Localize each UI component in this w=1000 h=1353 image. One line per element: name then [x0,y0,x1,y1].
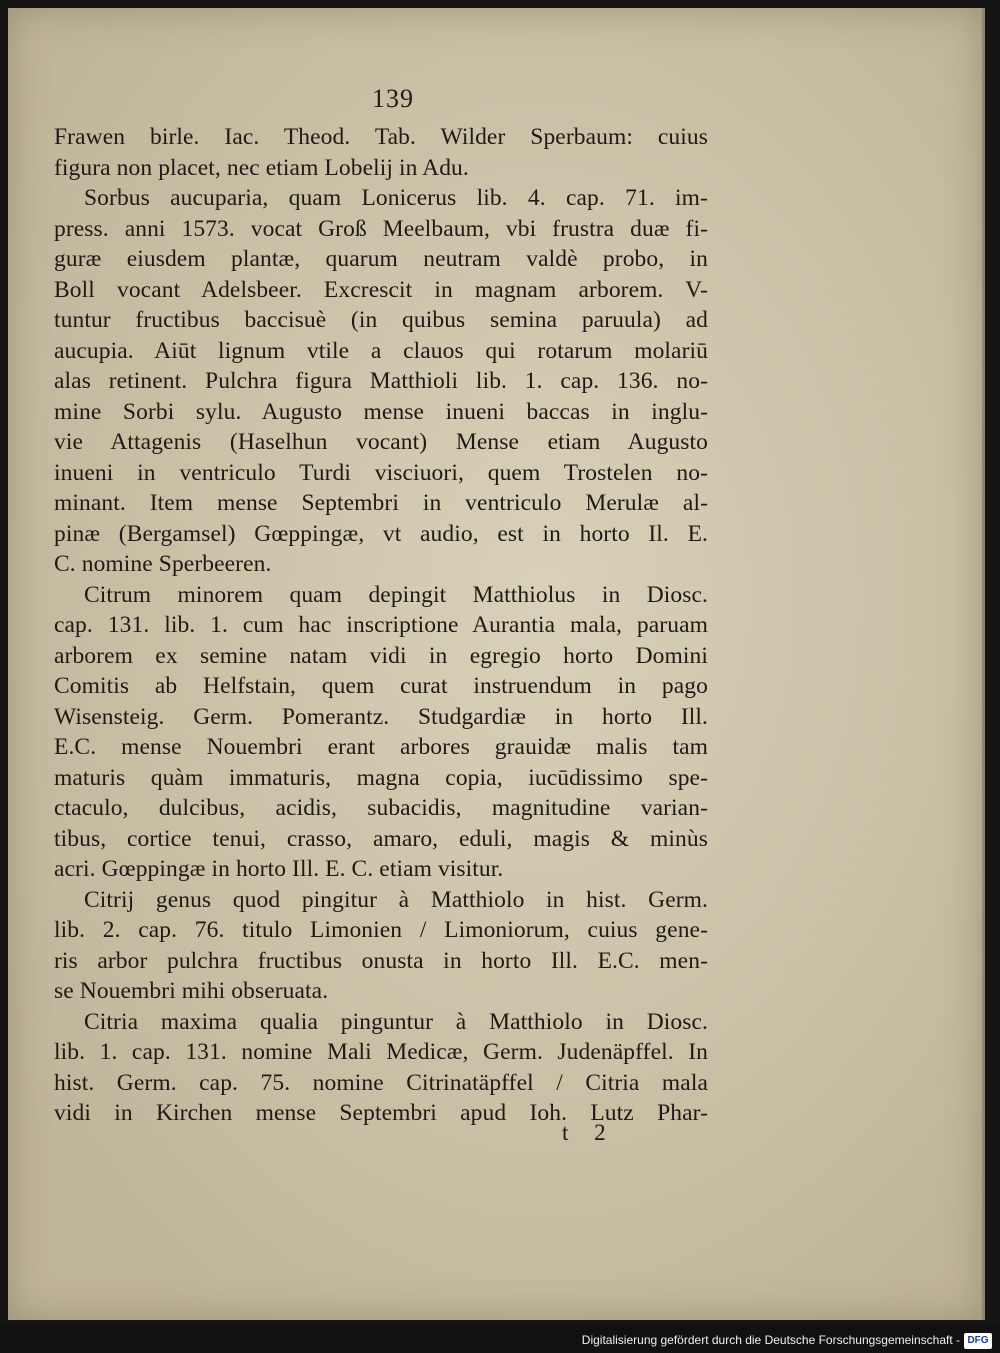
text-line: pinæ (Bergamsel) Gœppingæ, vt audio, est in horto Il. E. [54,520,708,547]
text-line: aucupia. Aiūt lignum vtile a clauos qui rotarum molariū [54,337,708,364]
text-line: alas retinent. Pulchra figura Matthioli lib. 1. cap. 136. no- [54,368,708,394]
text-line: Frawen birle. Iac. Theod. Tab. Wilder Sperbaum: cuius [54,124,708,150]
text-line: vidi in Kirchen mense Septembri apud Ioh. Lutz Phar- [54,1100,708,1126]
text-line: hist. Germ. cap. 75. nomine Citrinatäpffel / Citria mala [54,1069,708,1096]
text-line: mine Sorbi sylu. Augusto mense inueni baccas in inglu- [54,398,708,425]
text-line: Wisensteig. Germ. Pomerantz. Studgardiæ in horto Ill. [54,703,708,730]
text-line: E.C. mense Nouembri erant arbores grauidæ malis tam [54,734,708,760]
text-line: tuntur fructibus baccisuè (in quibus semina paruula) ad [54,307,708,333]
text-line: Sorbus aucuparia, quam Lonicerus lib. 4. cap. 71. im- [84,185,708,211]
text-line: lib. 1. cap. 131. nomine Mali Medicæ, Germ. Judenäpffel. In [54,1039,708,1065]
text-line: figura non placet, nec etiam Lobelij in Adu. [54,154,469,181]
funding-notice: Digitalisierung gefördert durch die Deutsche Forschungsgemeinschaft - [581,1333,960,1347]
text-line: Comitis ab Helfstain, quem curat instruendum in pago [54,673,708,699]
page-number: 139 [372,84,414,113]
text-line: cap. 131. lib. 1. cum hac inscriptione Aurantia mala, paruam [54,612,708,638]
text-line: lib. 2. cap. 76. titulo Limonien / Limoniorum, cuius gene- [54,917,708,943]
text-line: Citrij genus quod pingitur à Matthiolo in hist. Germ. [84,886,708,913]
text-line: se Nouembri mihi obseruata. [54,978,329,1004]
text-line: maturis quàm immaturis, magna copia, iucūdissimo spe- [54,764,708,791]
text-line: inueni in ventriculo Turdi visciuori, quem Trostelen no- [54,459,708,486]
text-line: ris arbor pulchra fructibus onusta in horto Ill. E.C. men- [54,947,708,974]
body-text [54,122,708,1129]
text-line: press. anni 1573. vocat Groß Meelbaum, vbi frustra duæ fi- [54,215,708,242]
text-line: acri. Gœppingæ in horto Ill. E. C. etiam visitur. [54,856,504,882]
text-line: arborem ex semine natam vidi in egregio horto Domini [54,642,708,669]
text-line: tibus, cortice tenui, crasso, amaro, eduli, magis & minùs [54,825,708,852]
footer-bar [0,1325,1000,1353]
text-line: minant. Item mense Septembri in ventriculo Merulæ al- [54,490,708,516]
text-line: ctaculo, dulcibus, acidis, subacidis, magnitudine varian- [54,795,708,821]
text-line: Citria maxima qualia pinguntur à Matthiolo in Diosc. [84,1008,708,1035]
text-line: vie Attagenis (Haselhun vocant) Mense etiam Augusto [54,429,708,455]
text-line: C. nomine Sperbeeren. [54,551,272,577]
text-line: Citrum minorem quam depingit Matthiolus in Diosc. [84,581,708,608]
dfg-logo[interactable]: DFG [964,1333,992,1349]
text-line: guræ eiusdem plantæ, quarum neutram valdè probo, in [54,246,708,272]
signature-mark: t 2 [562,1120,616,1145]
text-line: Boll vocant Adelsbeer. Excrescit in magnam arborem. V- [54,276,708,303]
